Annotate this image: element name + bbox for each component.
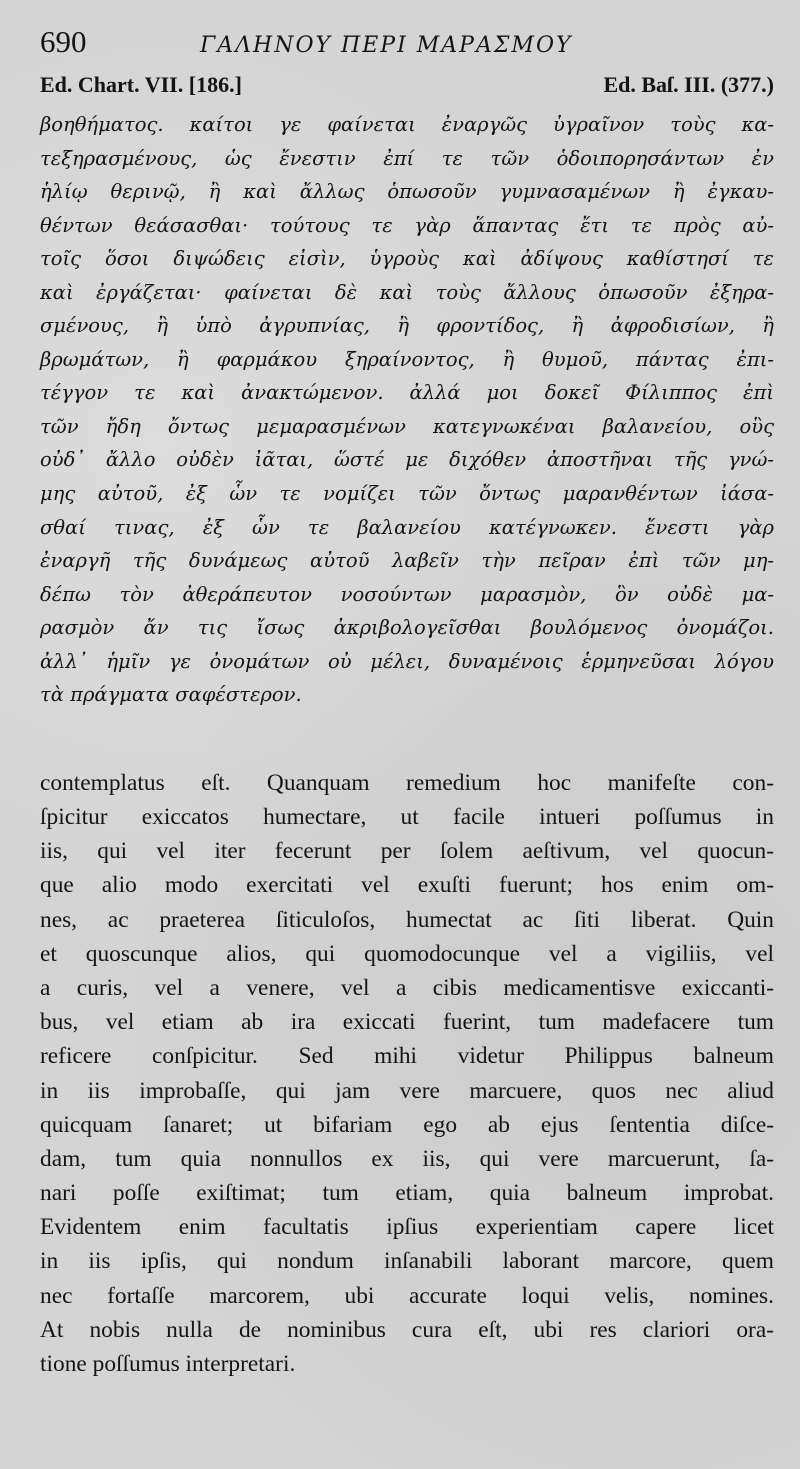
latin-text-line: in iis ipſis, qui nondum inſanabili laborant marcore, quem: [40, 1248, 774, 1275]
latin-text-line: in iis improbaſſe, qui jam vere marcuere, quos nec aliud: [40, 1077, 774, 1104]
greek-text-line: μης αὐτοῦ, ἐξ ὧν τε νομίζει τῶν ὄντως μαρανθέντων ἰάσα-: [40, 482, 774, 506]
latin-text-line: At nobis nulla de nominibus cura eſt, ubi res clariori ora-: [40, 1316, 774, 1343]
latin-text-line: nari poſſe exiſtimat; tum etiam, quia balneum improbat.: [40, 1180, 774, 1207]
greek-text-block: [40, 108, 774, 712]
greek-text-line: τέγγον τε καὶ ἀνακτώμενον. ἀλλά μοι δοκεῖ Φίλιππος ἐπὶ: [40, 381, 774, 405]
latin-text-line: bus, vel etiam ab ira exiccati fuerint, tum madefacere tum: [40, 1009, 774, 1036]
edition-basel-reference: Ed. Baſ. III. (377.): [603, 72, 774, 97]
latin-text-line: ſpicitur exiccatos humectare, ut facile intueri poſſumus in: [40, 804, 774, 831]
greek-text-line: δέπω τὸν ἀθεράπευτον νοσούντων μαρασμὸν, ὃν οὐδὲ μα-: [40, 582, 774, 606]
greek-text-line: ἐναργῆ τῆς δυνάμεως αὐτοῦ λαβεῖν τὴν πεῖραν ἐπὶ τῶν μη-: [40, 549, 774, 573]
greek-text-line: ἀλλ᾽ ἡμῖν γε ὀνομάτων οὐ μέλει, δυναμένοις ἑρμηνεῦσαι λόγου: [40, 649, 774, 673]
latin-text-line: quicquam ſanaret; ut bifariam ego ab ejus ſententia diſce-: [40, 1111, 774, 1138]
greek-text-line: βοηθήματος. καίτοι γε φαίνεται ἐναργῶς ὑγραῖνον τοὺς κα-: [40, 113, 774, 136]
greek-text-line: σμένους, ἢ ὑπὸ ἀγρυπνίας, ἢ φροντίδος, ἢ ἀφροδισίων, ἢ: [40, 314, 774, 338]
greek-text-line: ἡλίῳ θερινῷ, ἢ καὶ ἄλλως ὁπωσοῦν γυμνασαμένων ἢ ἐγκαυ-: [40, 180, 774, 204]
latin-text-line: et quoscunque alios, qui quomodocunque vel a vigiliis, vel: [40, 940, 774, 967]
latin-text-line: tione poſſumus interpretari.: [40, 1351, 296, 1378]
edition-references: [40, 72, 774, 104]
latin-text-line: a curis, vel a venere, vel a cibis medicamentisve exiccanti-: [40, 974, 774, 1001]
latin-text-block: [40, 766, 774, 1381]
latin-text-line: que alio modo exercitati vel exuſti fuerunt; hos enim om-: [40, 872, 774, 899]
edition-chart-reference: Ed. Chart. VII. [186.]: [40, 72, 242, 97]
greek-text-line: βρωμάτων, ἢ φαρμάκου ξηραίνοντος, ἢ θυμοῦ, πάντας ἐπι-: [40, 347, 774, 371]
greek-text-line: θέντων θεάσασθαι· τούτους τε γὰρ ἅπαντας ἔτι τε πρὸς αὐ-: [40, 213, 774, 237]
greek-text-line: σθαί τινας, ἐξ ὧν τε βαλανείου κατέγνωκεν. ἔνεστι γὰρ: [40, 515, 774, 539]
greek-text-line: τοῖς ὅσοι διψώδεις εἰσὶν, ὑγροὺς καὶ ἀδίψους καθίστησί τε: [40, 247, 774, 271]
greek-text-line: τεξηρασμένους, ὡς ἔνεστιν ἐπί τε τῶν ὁδοιπορησάντων ἐν: [40, 146, 774, 170]
page-header: [40, 24, 774, 68]
latin-text-line: nec fortaſſe marcorem, ubi accurate loqui velis, nomines.: [40, 1282, 774, 1309]
greek-text-line: τὰ πράγματα σαφέστερον.: [40, 683, 302, 707]
greek-text-line: οὐδ᾽ ἄλλο οὐδὲν ἰᾶται, ὥστέ με διχόθεν ἀποστῆναι τῆς γνώ-: [40, 448, 774, 472]
greek-text-line: ρασμὸν ἄν τις ἴσως ἀκριβολογεῖσθαι βουλόμενος ὀνομάζοι.: [40, 616, 774, 640]
latin-text-line: iis, qui vel iter fecerunt per ſolem aeſtivum, vel quocun-: [40, 838, 774, 865]
latin-text-line: contemplatus eſt. Quanquam remedium hoc manifeſte con-: [40, 769, 774, 796]
page-number: 690: [40, 24, 87, 59]
latin-text-line: Evidentem enim facultatis ipſius experientiam capere licet: [40, 1214, 774, 1241]
latin-text-line: nes, ac praeterea ſiticuloſos, humectat ac ſiti liberat. Quin: [40, 906, 774, 933]
greek-text-line: τῶν ἤδη ὄντως μεμαρασμένων κατεγνωκέναι βαλανείου, οὓς: [40, 414, 774, 438]
latin-text-line: reficere conſpicitur. Sed mihi videtur Philippus balneum: [40, 1043, 774, 1070]
greek-text-line: καὶ ἐργάζεται· φαίνεται δὲ καὶ τοὺς ἄλλους ὁπωσοῦν ἐξηρα-: [40, 280, 774, 304]
latin-text-line: dam, tum quia nonnullos ex iis, qui vere marcuerunt, ſa-: [40, 1145, 774, 1172]
running-title: ΓΑΛΗΝΟΥ ΠΕΡΙ ΜΑΡΑΣΜΟΥ: [200, 33, 573, 58]
